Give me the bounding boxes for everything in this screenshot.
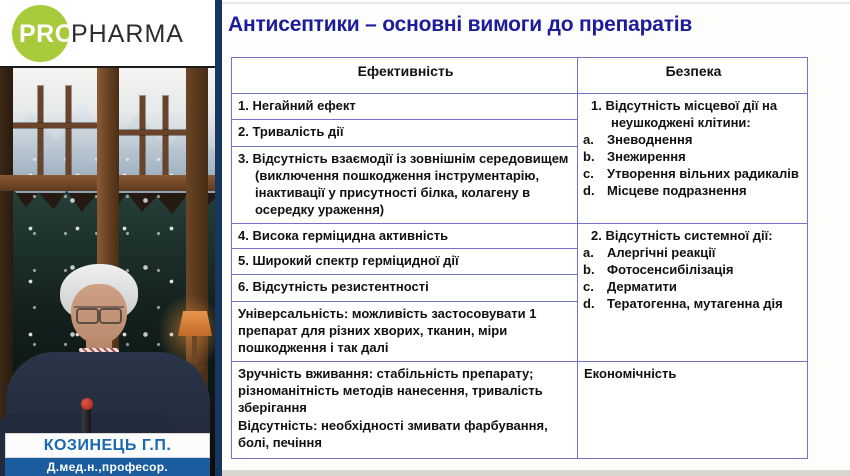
webcam-video: [0, 68, 215, 476]
slide-title: Антисептики – основні вимоги до препаратів: [228, 13, 693, 36]
list-marker: b.: [583, 262, 595, 277]
table-row: 4. Висока герміцидна активність: [232, 223, 577, 248]
window-muntin: [119, 130, 186, 135]
list-text: Тератогенна, мутагенна дія: [607, 296, 783, 311]
table-row: 2. Тривалість дії: [232, 119, 577, 146]
row-paragraph: Зручність вживання: стабільність препарату; різноманітність методів нанесення, тривалість зберігання: [238, 366, 543, 415]
lamp-stem: [192, 336, 197, 366]
column-header-safety: Безпека: [665, 63, 722, 79]
lamp: [178, 311, 212, 336]
list-text: Алергічні реакції: [607, 245, 716, 260]
slide-bottom-strip: [222, 470, 850, 476]
list-marker: d.: [583, 183, 595, 198]
requirements-table: [231, 57, 808, 459]
table-row: Економічність: [578, 361, 807, 458]
list-marker: a.: [583, 132, 594, 147]
window-muntin: [38, 86, 43, 175]
microphone-tip: [81, 398, 93, 410]
row-paragraph: Відсутність: необхідності змивати фарбування, болі, печіння: [238, 418, 548, 450]
column-header-effectiveness: Ефективність: [357, 63, 454, 79]
list-item: [581, 165, 803, 182]
table-row: 1. Негайний ефект: [232, 93, 577, 119]
list-marker: b.: [583, 149, 595, 164]
window-muntin: [163, 96, 168, 175]
list-marker: d.: [583, 296, 595, 311]
panel-divider: [215, 0, 222, 476]
table-row: 6. Відсутність резистентності: [232, 274, 577, 301]
list-text: Утворення вільних радикалів: [607, 166, 799, 181]
presenter-glasses: [74, 306, 124, 319]
list-text: Фотосенсибілізація: [607, 262, 734, 277]
table-row: [232, 361, 577, 458]
table-row: [578, 93, 807, 223]
list-item: [581, 278, 803, 295]
list-text: Зневоднення: [607, 132, 693, 147]
list-item: [581, 244, 803, 261]
list-text: Дерматити: [607, 279, 677, 294]
window-muntin: [66, 86, 71, 175]
list-item: [581, 182, 803, 199]
table-column-safety: [578, 58, 807, 458]
logo-pro-text: PRO: [19, 20, 75, 48]
table-row: [578, 223, 807, 361]
slide-area: [222, 0, 850, 476]
list-marker: a.: [583, 245, 594, 260]
logo-pharma-text: PHARMA: [71, 20, 184, 48]
presenter-title-plate: Д.мед.н.,професор.: [5, 458, 210, 476]
list-text: Місцеве подразнення: [607, 183, 747, 198]
propharma-logo: [0, 0, 215, 68]
block-heading: 2. Відсутність системної дії:: [591, 228, 773, 243]
list-item: [581, 148, 803, 165]
window-muntin: [140, 96, 145, 175]
list-text: Знежирення: [607, 149, 686, 164]
block-heading: 1. Відсутність місцевої дії на неушкоджені клітини:: [591, 98, 778, 130]
window-muntin: [13, 123, 97, 128]
list-item: [581, 261, 803, 278]
table-row: 3. Відсутність взаємодії із зовнішнім середовищем (виключення пошкодження інструментарію, інактивації у присутності білка, колагену в осередку ураження): [232, 146, 577, 223]
list-marker: c.: [583, 279, 594, 294]
table-row: 5. Широкий спектр герміцидної дії: [232, 248, 577, 274]
presenter-name-plate: КОЗИНЕЦЬ Г.П.: [5, 433, 210, 458]
list-marker: c.: [583, 166, 594, 181]
table-row: Універсальність: можливість застосовувати 1 препарат для різних хворих, тканин, міри пошкодження і так далі: [232, 301, 577, 361]
list-item: [581, 295, 803, 312]
list-item: [581, 131, 803, 148]
slide-top-edge: [222, 2, 850, 4]
table-column-effectiveness: [232, 58, 578, 458]
